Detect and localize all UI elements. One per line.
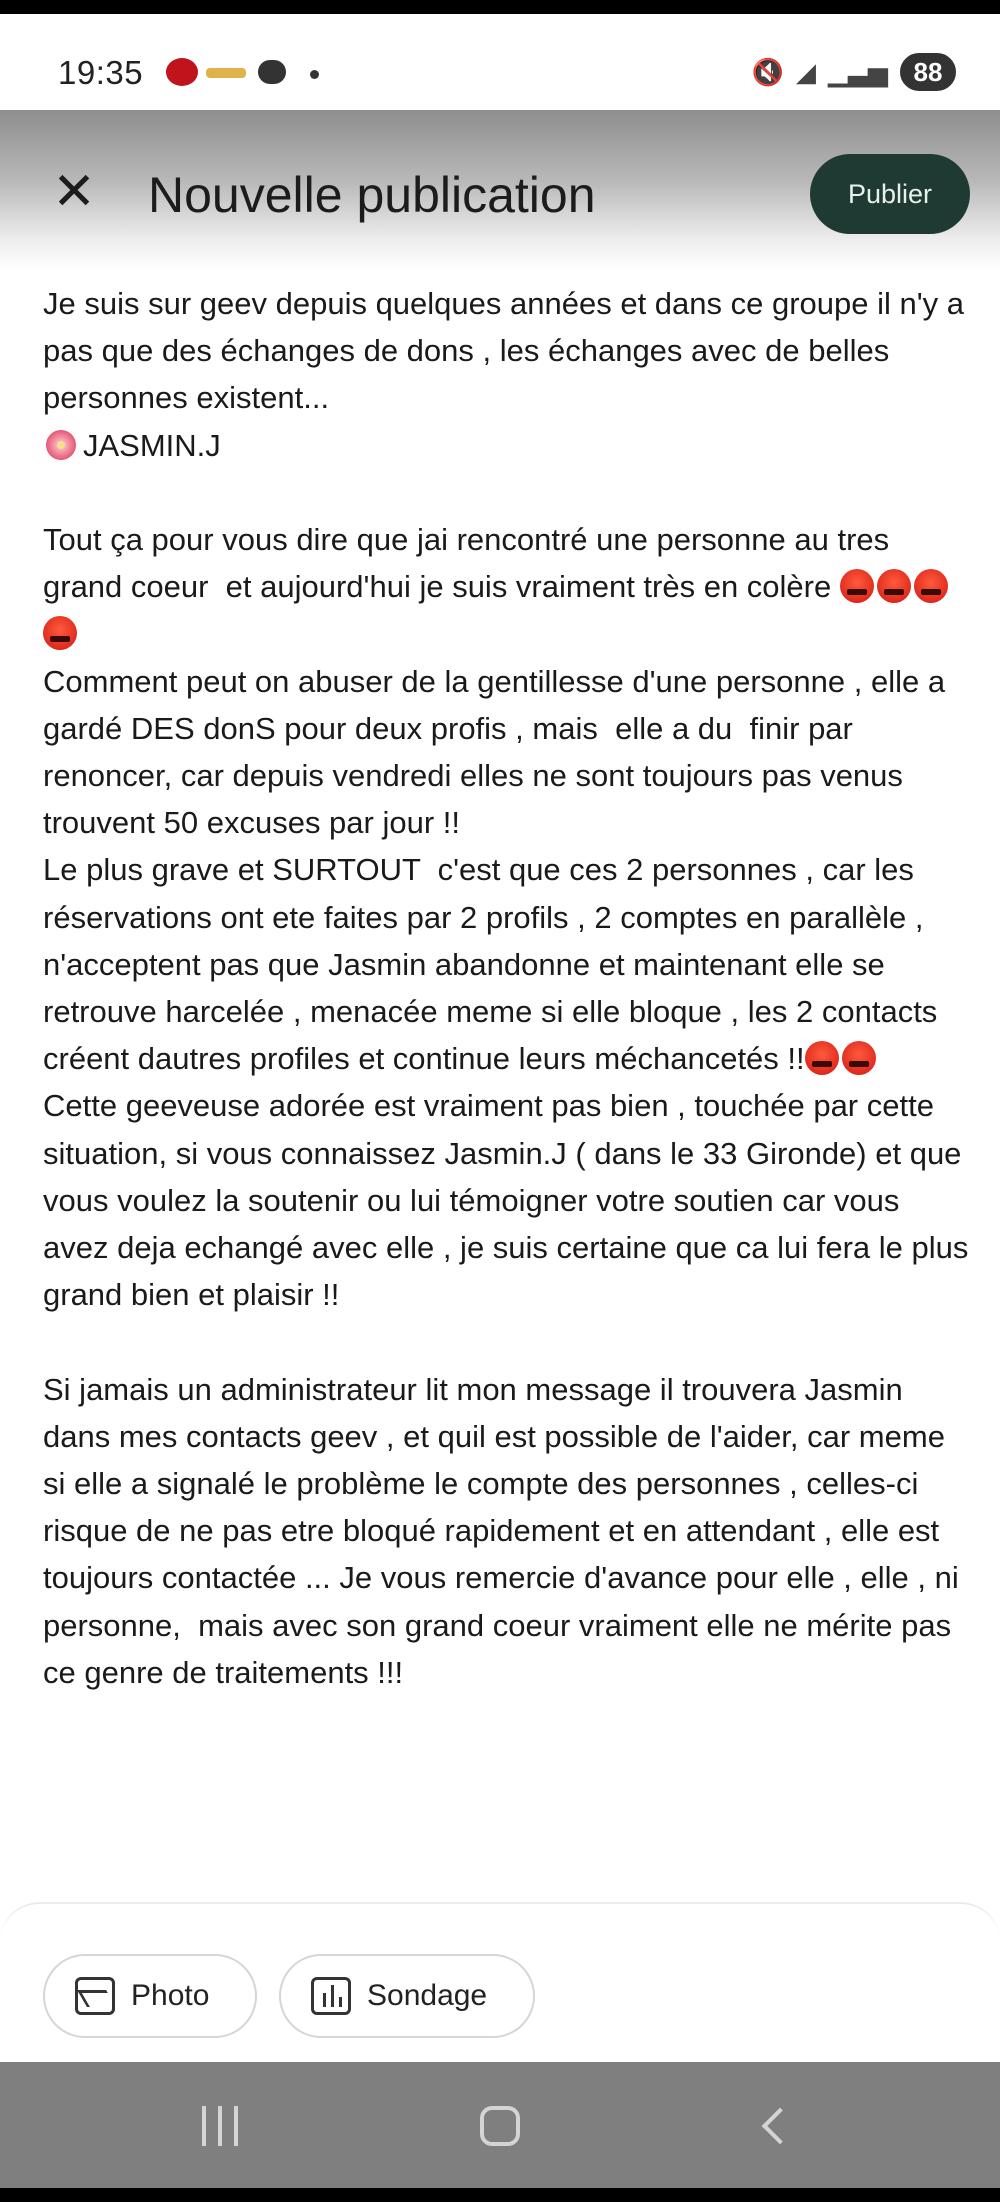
paragraph-2-intro [43,516,973,658]
status-bar [0,14,1000,110]
photo-label: Photo [131,1979,210,2012]
blank-line [43,469,973,516]
angry-emoji-icon [805,1041,839,1075]
attachment-bar [0,1902,1000,2062]
app-header [0,110,1000,270]
paragraph-3: Si jamais un administrateur lit mon message il trouvera Jasmin dans mes contacts geev , et quil est possible de l'aider, car meme si elle a signalé le problème le compte des personnes , celles-ci risque de ne pas etre bloqué rapidement et en attendant , elle est toujours contactée ... Je vous remercie d'avance pour elle , elle , ni personne, mais avec son grand coeur vraiment elle ne mérite pas ce genre de traitements !!! [43,1371,968,1690]
p2-intro-text: Tout ça pour vous dire que jai rencontré une personne au tres grand coeur et aujourd'hui je suis vraiment très en colère [43,522,898,605]
signal-icon: ▁▃▅ [828,56,888,87]
angry-emoji-icon [842,1041,876,1075]
blank-line [43,1318,973,1365]
close-icon[interactable]: ✕ [52,163,96,221]
publish-button[interactable]: Publier [810,154,970,234]
page-title: Nouvelle publication [148,167,596,223]
mute-icon: 🔇 [751,56,784,87]
poll-button[interactable] [279,1954,535,2038]
home-icon[interactable] [465,2094,535,2158]
geev-app-icon [206,68,246,78]
chat-bubble-icon [258,60,286,84]
wifi-icon: ◢ [796,56,816,87]
post-text-area[interactable] [43,280,978,1696]
photo-button[interactable] [43,1954,257,2038]
p2-grave-text: Le plus grave et SURTOUT c'est que ces 2 personnes , car les réservations ont ete faites par 2 profils , 2 comptes en parallèle , n'acceptent pas que Jasmin abandonne et maintenant elle se retrouve harcelée , menacée meme si elle bloque , les 2 contacts créent dautres profiles et continue leurs méchancetés !! [43,852,946,1077]
paragraph-2-end: Cette geeveuse adorée est vraiment pas bien , touchée par cette situation, si vous connaissez Jasmin.J ( dans le 33 Gironde) et que vous voulez la soutenir ou lui témoigner votre soutien car vous avez deja echangé avec elle , je suis certaine que ca lui fera le plus grand bien et plaisir !! [43,1088,978,1313]
status-right-group [752,50,956,94]
hibiscus-emoji-icon [43,428,81,462]
angry-emoji-icon [840,569,874,603]
angry-emoji-icon [914,569,948,603]
battery-badge: 88 [900,53,956,91]
dot-icon [310,70,319,79]
recent-apps-icon[interactable] [185,2094,255,2158]
paragraph-1 [43,280,973,469]
angry-emoji-icon [43,616,77,650]
back-icon[interactable] [745,2094,815,2158]
paragraph-2-body: Comment peut on abuser de la gentillesse d'une personne , elle a gardé DES donS pour deux profis , mais elle a du finir par renoncer, car depuis vendredi elles ne sont toujours pas venus trouvent 50 excuses par jour !! [43,663,954,841]
p1-text: Je suis sur geev depuis quelques années et dans ce groupe il n'y a pas que des échanges de dons , les échanges avec de belles personnes existent... [43,286,973,416]
poll-icon [311,1977,351,2015]
red-app-icon [166,58,198,86]
system-nav-bar [0,2062,1000,2188]
status-time: 19:35 [58,54,144,91]
paragraph-2-grave [43,846,973,1082]
photo-icon [75,1977,115,2015]
angry-emoji-icon [877,569,911,603]
screen [0,14,1000,2188]
poll-label: Sondage [367,1979,488,2012]
mention-jasmin: JASMIN.J [83,427,221,463]
